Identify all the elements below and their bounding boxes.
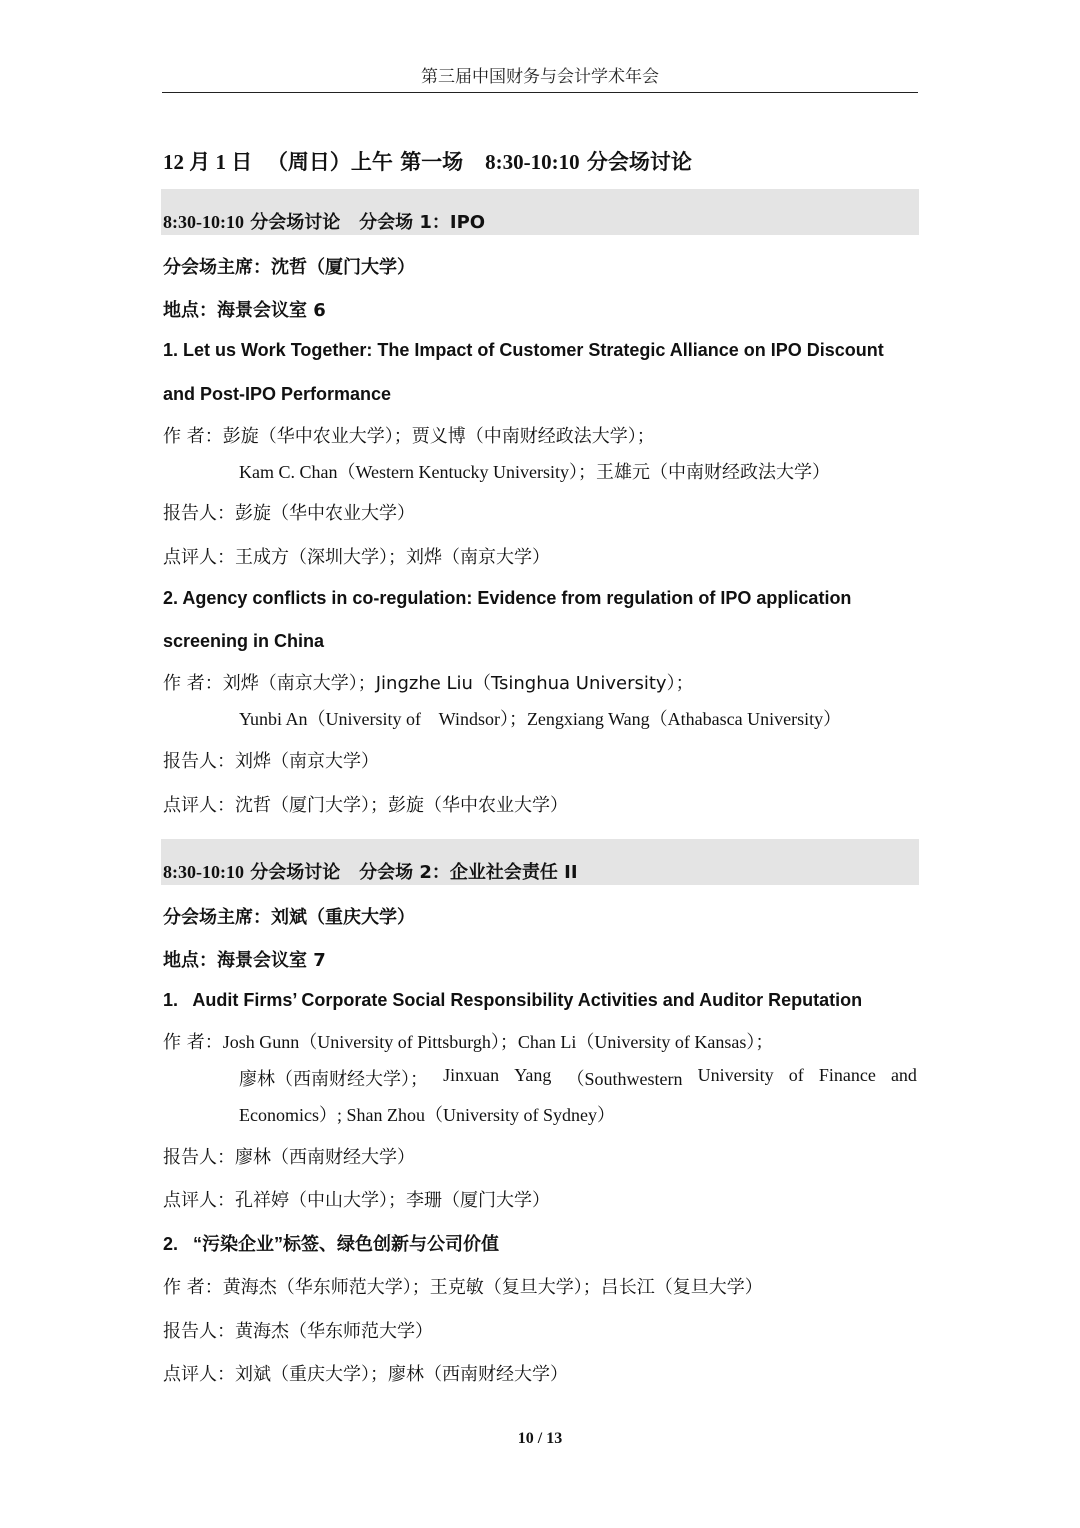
s1-paper-1-discussant: 点评人：王成方（深圳大学）；刘烨（南京大学） [163,547,550,568]
header-title: 第三届中国财务与会计学术年会 [421,67,659,87]
session-1-heading [163,208,485,234]
word: Finance [818,1065,876,1085]
authors-label: 作 者： [163,1277,223,1298]
s2-paper-1-authors-line2 [239,1065,917,1091]
s1-paper-1-authors [163,422,655,448]
page-current: 10 [517,1430,534,1447]
s2-paper-1-authors-line1: Josh Gunn（University of Pittsburgh）；Chan Li（University of Kansas）； [222,1032,774,1052]
s2-paper-2-title: 2. “污染企业”标签、绿色创新与公司价值 [163,1234,500,1254]
authors-label: 作 者： [163,1032,223,1053]
day-date: 12 月 1 日 [163,150,253,174]
day-label: 分会场讨论 [586,150,692,174]
word: 廖林（西南财经大学）； [239,1069,428,1089]
word: （Southwestern [566,1069,683,1089]
day-weekday: （周日）上午 [266,150,393,174]
page-number [0,1430,1080,1448]
session-2-label: 分会场讨论 [250,862,341,883]
session-2-venue: 分会场 2：企业社会责任 II [359,862,578,883]
word: University [697,1065,774,1085]
s2-paper-1-presenter: 报告人：廖林（西南财经大学） [163,1147,415,1168]
session-2-time: 8:30-10:10 [163,862,244,882]
s1-paper-2-discussant: 点评人：沈哲（厦门大学）；彭旋（华中农业大学） [163,795,568,816]
authors-label: 作 者： [163,426,223,447]
word: and [890,1065,917,1085]
page-header [162,62,918,93]
page-separator: / [537,1430,543,1447]
day-title [163,146,692,176]
s1-paper-1-authors-line2: Kam C. Chan（Western Kentucky University）；王雄元（中南财经政法大学） [239,462,830,482]
s1-paper-2-presenter: 报告人：刘烨（南京大学） [163,751,379,772]
word: Yang [514,1065,552,1085]
s1-paper-2-title-line1: 2. Agency conflicts in co-regulation: Evidence from regulation of IPO application [163,588,852,608]
session-2-heading [163,858,578,884]
s1-paper-2-authors [163,669,694,695]
session-1-time: 8:30-10:10 [163,212,244,232]
session-1-chair: 分会场主席：沈哲（厦门大学） [163,257,415,278]
s2-paper-2-discussant: 点评人：刘斌（重庆大学）；廖林（西南财经大学） [163,1364,568,1385]
word: Jinxuan [443,1065,500,1085]
s1-paper-1-title-line1: 1. Let us Work Together: The Impact of Customer Strategic Alliance on IPO Discount [163,340,884,360]
session-1-location: 地点：海景会议室 6 [163,300,326,321]
s2-paper-1-title: 1. Audit Firms’ Corporate Social Responsibility Activities and Auditor Reputation [163,990,863,1010]
s2-paper-2-authors [163,1273,763,1299]
session-2-chair: 分会场主席：刘斌（重庆大学） [163,907,415,928]
s2-paper-1-authors-line3: Economics）; Shan Zhou（University of Sydney） [239,1105,615,1125]
session-1-venue: 分会场 1：IPO [359,212,486,233]
s2-paper-1-discussant: 点评人：孔祥婷（中山大学）；李珊（厦门大学） [163,1190,550,1211]
session-1-label: 分会场讨论 [250,212,341,233]
word: of [788,1065,804,1085]
day-time: 8:30-10:10 [485,150,580,174]
session-2-location: 地点：海景会议室 7 [163,950,326,971]
s1-paper-1-presenter: 报告人：彭旋（华中农业大学） [163,503,415,524]
s1-paper-1-authors-line1: 彭旋（华中农业大学）；贾义博（中南财经政法大学）； [222,426,655,447]
authors-label: 作 者： [163,673,223,694]
s2-paper-2-authors-line1: 黄海杰（华东师范大学）；王克敏（复旦大学）；吕长江（复旦大学） [222,1277,763,1298]
day-session: 第一场 [400,150,464,174]
page-total: 13 [546,1430,563,1447]
s1-paper-1-title-line2: and Post-IPO Performance [163,384,392,404]
s2-paper-2-presenter: 报告人：黄海杰（华东师范大学） [163,1321,433,1342]
s2-paper-1-authors [163,1028,773,1054]
s1-paper-2-authors-line1: 刘烨（南京大学）；Jingzhe Liu（Tsinghua University）； [222,673,694,694]
s1-paper-2-authors-line2: Yunbi An（University of Windsor）；Zengxiang Wang（Athabasca University） [239,709,842,729]
s1-paper-2-title-line2: screening in China [163,631,325,651]
